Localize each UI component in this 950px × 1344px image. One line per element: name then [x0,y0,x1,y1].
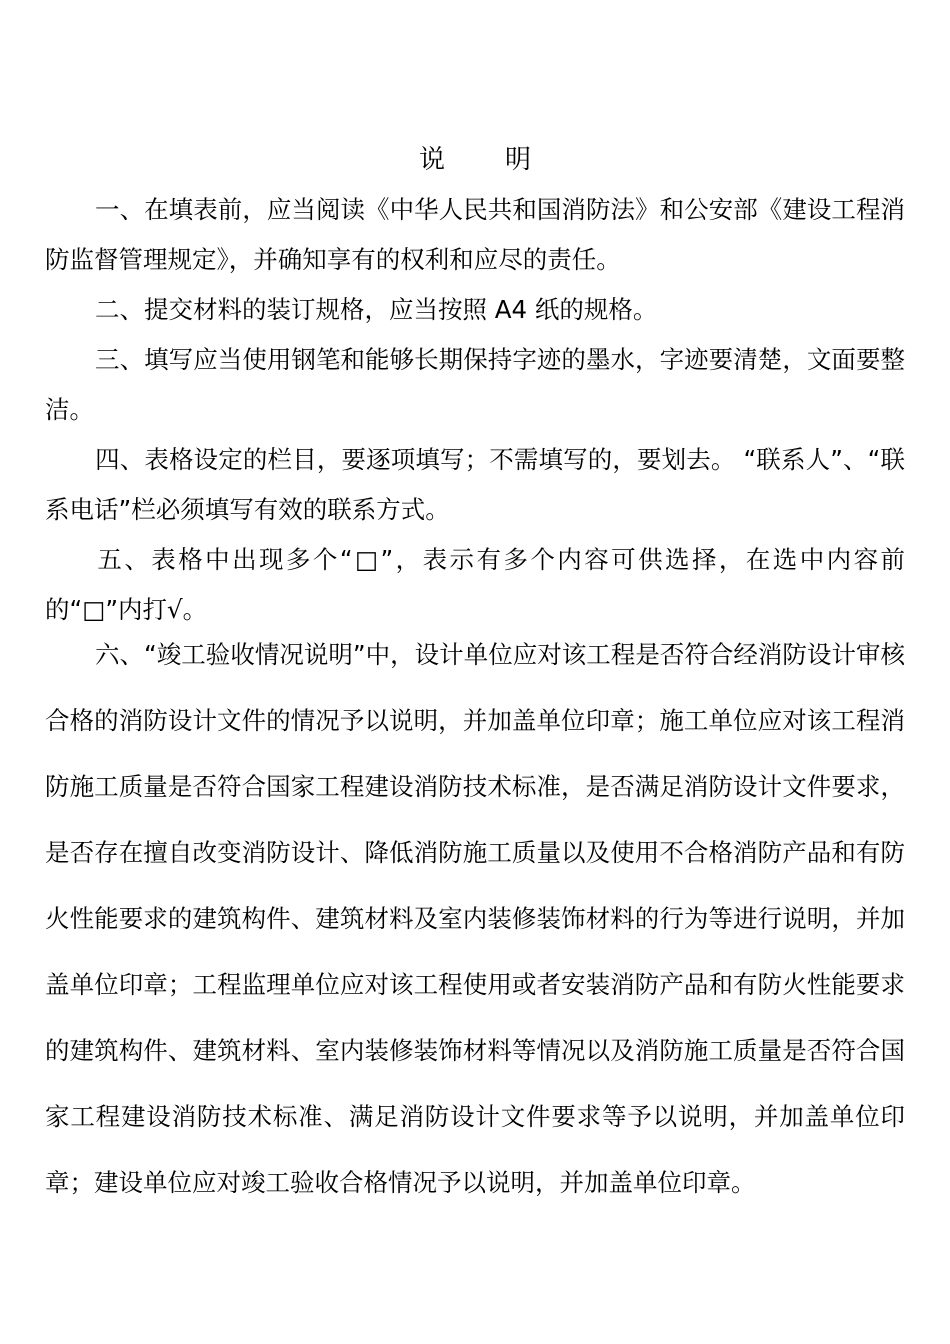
paragraph-4: 四、表格设定的栏目，要逐项填写；不需填写的，要划去。 “联系人”、“联系电话”栏必须填写有效的联系方式。 [45,445,905,524]
title-char-2: 明 [505,145,532,175]
paragraph-2: 二、提交材料的装订规格，应当按照 A4 纸的规格。 [95,295,658,324]
paragraph-6: 六、“竣工验收情况说明”中，设计单位应对该工程是否符合经消防设计审核合格的消防设计文件的情况予以说明，并加盖单位印章；施工单位应对该工程消防施工质量是否符合国家工程建设消防技术标准，是否满足消防设计文件要求，是否存在擅自改变消防设计、降低消防施工质量以及使用不合格消防产品和有防火性能要求的建筑构件、建筑材料及室内装修装饰材料的行为等进行说明，并加盖单位印章；工程监理单位应对该工程使用或者安装消防产品和有防火性能要求的建筑构件、建筑材料、室内装修装饰材料等情况以及消防施工质量是否符合国家工程建设消防技术标准、满足消防设计文件要求等予以说明，并加盖单位印章；建设单位应对竣工验收合格情况予以说明，并加盖单位印章。 [45,640,905,1197]
paragraph-5: 五、表格中出现多个“□”，表示有多个内容可供选择，在选中内容前的“□”内打√。 [45,545,905,624]
title-char-1: 说 [418,145,445,175]
paragraph-1: 一、在填表前，应当阅读《中华人民共和国消防法》和公安部《建设工程消防监督管理规定》，并确知享有的权利和应尽的责任。 [45,195,905,274]
paragraph-3: 三、填写应当使用钢笔和能够长期保持字迹的墨水，字迹要清楚，文面要整洁。 [45,345,905,424]
page-title [45,142,905,178]
